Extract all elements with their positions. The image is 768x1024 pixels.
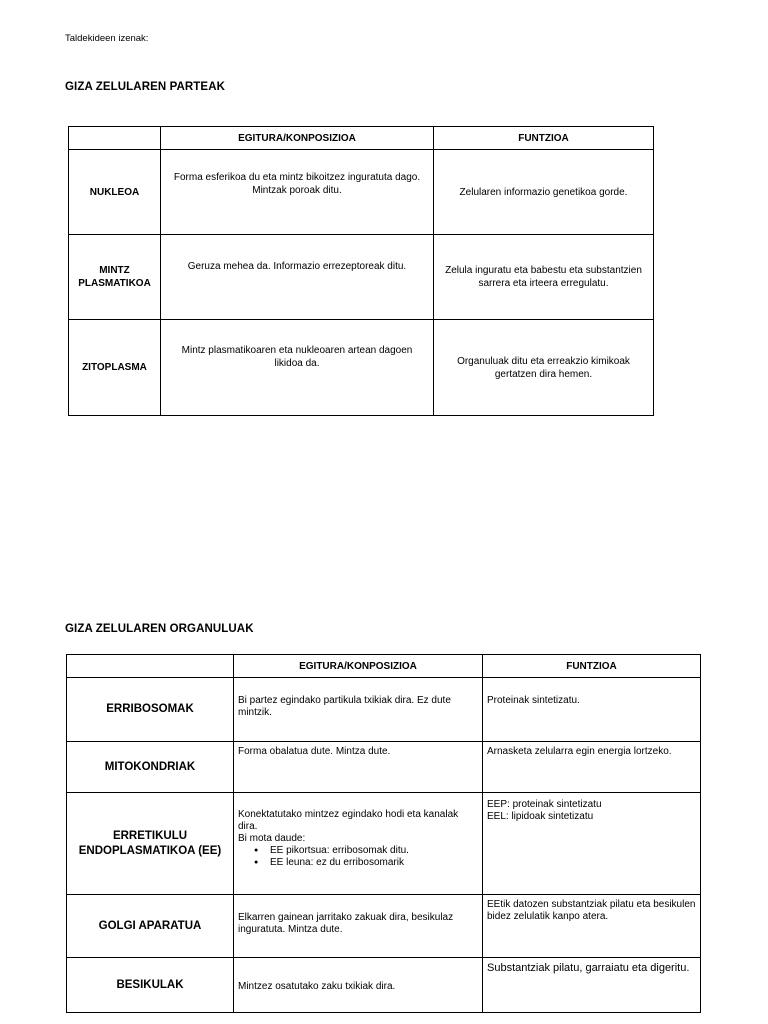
row-label-text: MINTZ PLASMATIKOA: [78, 265, 151, 289]
structure-text: Mintz plasmatikoaren eta nukleoaren artean dagoen likidoa da.: [181, 344, 413, 369]
header-cell-structure: EGITURA/KONPOSIZIOA: [234, 655, 483, 678]
team-members-label: Taldekideen izenak:: [65, 33, 149, 44]
table-row: [69, 235, 654, 320]
table-header-row: [69, 127, 654, 150]
row-label: ZITOPLASMA: [69, 320, 161, 416]
function-text: Zelularen informazio genetikoa gorde.: [459, 186, 628, 198]
function-text: Substantziak pilatu, garraiatu eta digeritu.: [487, 962, 690, 974]
structure-intro: Konektatutako mintzez egindako hodi eta kanalak dira.: [238, 809, 459, 832]
structure-cell: [234, 958, 483, 1013]
structure-text: Mintzez osatutako zaku txikiak dira.: [238, 981, 396, 992]
structure-cell: [161, 150, 434, 235]
header-cell-structure: EGITURA/KONPOSIZIOA: [161, 127, 434, 150]
organelles-table: [66, 654, 701, 1013]
function-cell: [434, 235, 654, 320]
structure-cell: [234, 793, 483, 895]
function-text: Proteinak sintetizatu.: [487, 695, 580, 706]
section-title-organelles: GIZA ZELULAREN ORGANULUAK: [65, 623, 254, 635]
structure-subtitle: Bi mota daude:: [238, 833, 306, 844]
structure-text: Geruza mehea da. Informazio errezeptoreak ditu.: [187, 260, 407, 272]
table-row: [67, 742, 701, 793]
table-row: [69, 320, 654, 416]
table-row: [67, 793, 701, 895]
table-row: [67, 895, 701, 958]
structure-cell: [161, 235, 434, 320]
header-cell-empty: [67, 655, 234, 678]
row-label: NUKLEOA: [69, 150, 161, 235]
row-label: ERRIBOSOMAK: [67, 678, 234, 742]
structure-text: Elkarren gainean jarritako zakuak dira, besikulaz inguratuta. Mintza dute.: [238, 912, 454, 935]
function-cell: [483, 895, 701, 958]
row-label: [67, 793, 234, 895]
function-text: EEtik datozen substantziak pilatu eta besikulen bidez zelulatik kanpo atera.: [487, 899, 696, 922]
function-line: EEL: lipidoak sintetizatu: [487, 811, 594, 822]
function-cell: [434, 320, 654, 416]
row-label: BESIKULAK: [67, 958, 234, 1013]
function-text: Arnasketa zelularra egin energia lortzeko.: [487, 746, 672, 757]
structure-cell: [234, 895, 483, 958]
header-cell-function: FUNTZIOA: [434, 127, 654, 150]
section-title-cell-parts: GIZA ZELULAREN PARTEAK: [65, 81, 225, 93]
structure-text: Bi partez egindako partikula txikiak dira. Ez dute mintzik.: [238, 695, 451, 718]
list-item: ● EE pikortsua: erribosomak ditu.: [270, 845, 478, 857]
function-cell: [434, 150, 654, 235]
structure-cell: [234, 742, 483, 793]
function-line: EEP: proteinak sintetizatu: [487, 799, 602, 810]
list-item: ● EE leuna: ez du erribosomarik: [270, 857, 478, 869]
function-cell: [483, 793, 701, 895]
function-text: Organuluak ditu eta erreakzio kimikoak gertatzen dira hemen.: [457, 355, 630, 380]
row-label: GOLGI APARATUA: [67, 895, 234, 958]
cell-parts-table: [68, 126, 654, 416]
table-row: [67, 958, 701, 1013]
structure-text: Forma esferikoa du eta mintz bikoitzez inguratuta dago. Mintzak poroak ditu.: [173, 172, 421, 196]
row-label: [69, 235, 161, 320]
structure-cell: [234, 678, 483, 742]
function-text: Zelula inguratu eta babestu eta substantzien sarrera eta irteera erregulatu.: [445, 265, 642, 289]
structure-cell: [161, 320, 434, 416]
function-cell: [483, 958, 701, 1013]
structure-bullet-list: [238, 845, 478, 869]
function-cell: [483, 742, 701, 793]
table-row: [67, 678, 701, 742]
row-label: MITOKONDRIAK: [67, 742, 234, 793]
table-row: [69, 150, 654, 235]
table-header-row: [67, 655, 701, 678]
header-cell-empty: [69, 127, 161, 150]
row-label-text: ERRETIKULU ENDOPLASMATIKOA (EE): [78, 829, 222, 857]
header-cell-function: FUNTZIOA: [483, 655, 701, 678]
function-cell: [483, 678, 701, 742]
structure-text: Forma obalatua dute. Mintza dute.: [238, 746, 391, 757]
